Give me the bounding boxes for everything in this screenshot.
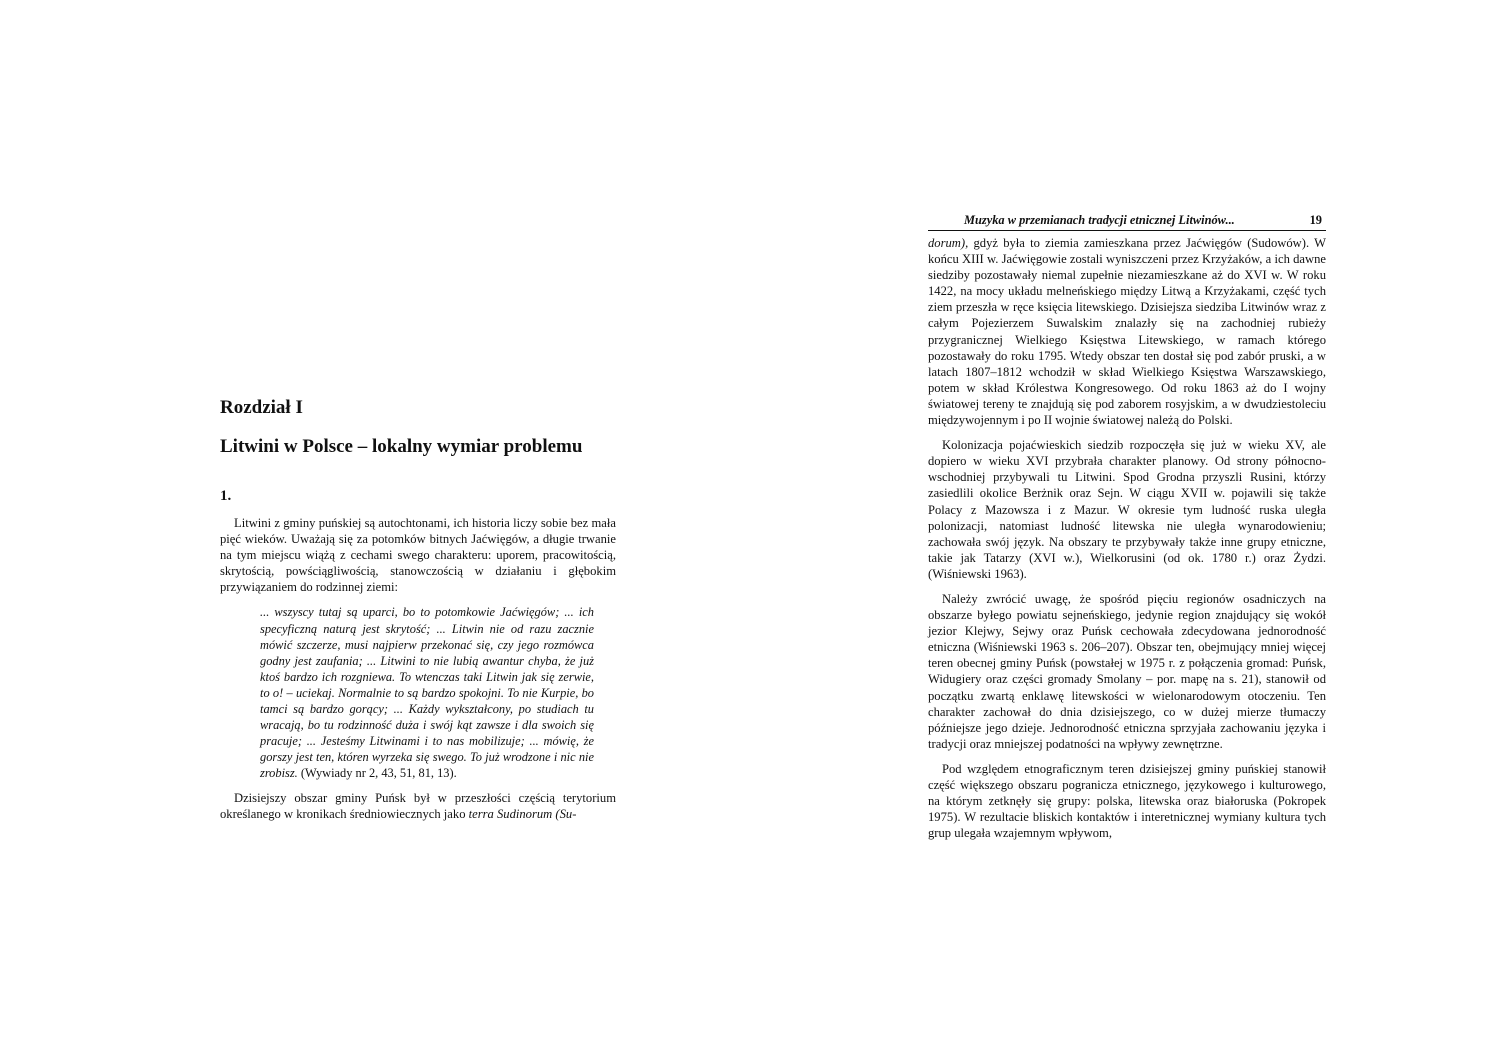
left-paragraph-2-italic: terra Sudinorum (Su- xyxy=(468,806,577,821)
chapter-title: Litwini w Polsce – lokalny wymiar problemu xyxy=(220,436,583,457)
right-paragraph-1-italic: dorum), xyxy=(928,236,969,250)
running-head xyxy=(928,213,1326,231)
chapter-label: Rozdział I xyxy=(220,397,303,418)
right-paragraph-2: Kolonizacja pojaćwieskich siedzib rozpoczęła się już w wieku XV, ale dopiero w wieku XVI przybrała charakter planowy. Od strony północno-wschodniej przybywali tu Litwini. Spod Grodna przyszli Rusini, którzy zasiedlili okolice Berżnik oraz Sejn. W ciągu XVII w. pojawili się także Polacy z Mazowsza i z Mazur. W okresie tym ludność ruska uległa polonizacji, natomiast ludność litewska nie uległa wynarodowieniu; zachowała swój język. Na obszary te przybywały także inne grupy etniczne, takie jak Tatarzy (XVI w.), Wielkorusini (od ok. 1780 r.) oraz Żydzi. (Wiśniewski 1963). xyxy=(928,438,1326,581)
quote-citation: (Wywiady nr 2, 43, 51, 81, 13). xyxy=(300,766,457,781)
right-paragraph-4: Pod względem etnograficznym teren dzisiejszej gminy puńskiej stanowił część większego obszaru pogranicza etnicznego, językowego i kulturowego, na którym zetknęły się grupy: polska, litewska oraz białoruska (Pokropek 1975). W rezultacie bliskich kontaktów i interetnicznej wymiany kultura tych grup ulegała wzajemnym wpływom, xyxy=(928,761,1326,841)
left-paragraph-2-text: Dzisiejszy obszar gminy Puńsk był w przeszłości częścią terytorium określanego w kronikach średniowiecznych jako xyxy=(220,790,616,821)
running-title: Muzyka w przemianach tradycji etnicznej Litwinów... xyxy=(964,213,1235,227)
left-paragraph-1: Litwini z gminy puńskiej są autochtonami, ich historia liczy sobie bez mała pięć wieków. Uważają się za potomków bitnych Jaćwięgów, a długie trwanie na tym miejscu wiążą z cechami swego charakteru: uporem, pracowitością, skrytością, powściągliwością, stanowczością w działaniu i głębokim przywiązaniem do rodzinnej ziemi: xyxy=(220,516,616,595)
section-number: 1. xyxy=(220,488,232,504)
interview-quote xyxy=(260,604,594,781)
left-paragraph-2 xyxy=(220,790,616,822)
right-paragraph-1-text: gdyż była to ziemia zamieszkana przez Jaćwięgów (Sudowów). W końcu XIII w. Jaćwięgowie zostali wyniszczeni przez Krzyżaków, a ich dawne siedziby pozostawały niemal zupełnie niezamieszkane aż do XVI w. W roku 1422, na mocy układu melneńskiego między Litwą a Krzyżakami, część tych ziem przeszła w ręce księcia litewskiego. Dzisiejsza siedziba Litwinów wraz z całym Pojezierzem Suwalskim znalazły się na zachodniej rubieży przygranicznej Wielkiego Księstwa Litewskiego, w ramach którego pozostawały do roku 1795. Wtedy obszar ten dostał się pod zabór pruski, a w latach 1807–1812 wchodził w skład Wielkiego Księstwa Warszawskiego, potem w skład Królestwa Kongresowego. Od roku 1863 aż do I wojny światowej tereny te znajdują się pod zaborem rosyjskim, a w dwudziestoleciu międzywojennym i po II wojnie światowej należą do Polski. xyxy=(928,236,1327,428)
left-page xyxy=(220,390,616,822)
right-paragraph-1 xyxy=(928,235,1326,428)
right-paragraph-3: Należy zwrócić uwagę, że spośród pięciu regionów osadniczych na obszarze byłego powiatu sejneńskiego, jedynie region znajdujący się wokół jezior Klejwy, Sejwy oraz Puńsk cechowała zdecydowana jednorodność etniczna (Wiśniewski 1963 s. 206–207). Obszar ten, obejmujący mniej więcej teren obecnej gminy Puńsk (powstałej w 1975 r. z połączenia gromad: Puńsk, Widugiery oraz części gromady Smolany – por. mapę na s. 21), stanowił od początku zwartą enklawę litewskości w wielonarodowym otoczeniu. Ten charakter zachował do dnia dzisiejszego, co w dużej mierze tłumaczy późniejsze jego dzieje. Jednorodność etniczna sprzyjała zachowaniu języka i tradycji oraz mniejszej podatności na wpływy zewnętrzne. xyxy=(928,591,1326,751)
quote-text: ... wszyscy tutaj są uparci, bo to potomkowie Jaćwięgów; ... ich specyficzną naturą jest skrytość; ... Litwin nie od razu zacznie mówić szczerze, musi najpierw przekonać się, czy jego rozmówca godny jest zaufania; ... Litwini to nie lubią awantur chyba, że już ktoś bardzo ich rozgniewa. To wtenczas taki Litwin jak się zerwie, to o! – uciekaj. Normalnie to są bardzo spokojni. To nie Kurpie, bo tamci są bardzo gorący; ... Każdy wykształcony, po studiach tu wracają, bo tu rodzinność duża i swój kąt zawsze i dla swoich się pracuje; ... Jesteśmy Litwinami i to nas mobilizuje; ... mówię, że gorszy jest ten, któren wyrzeka się swego. To już wrodzone i nic nie zrobisz. xyxy=(260,605,594,781)
page-number: 19 xyxy=(1309,213,1322,227)
right-page xyxy=(928,213,1326,841)
